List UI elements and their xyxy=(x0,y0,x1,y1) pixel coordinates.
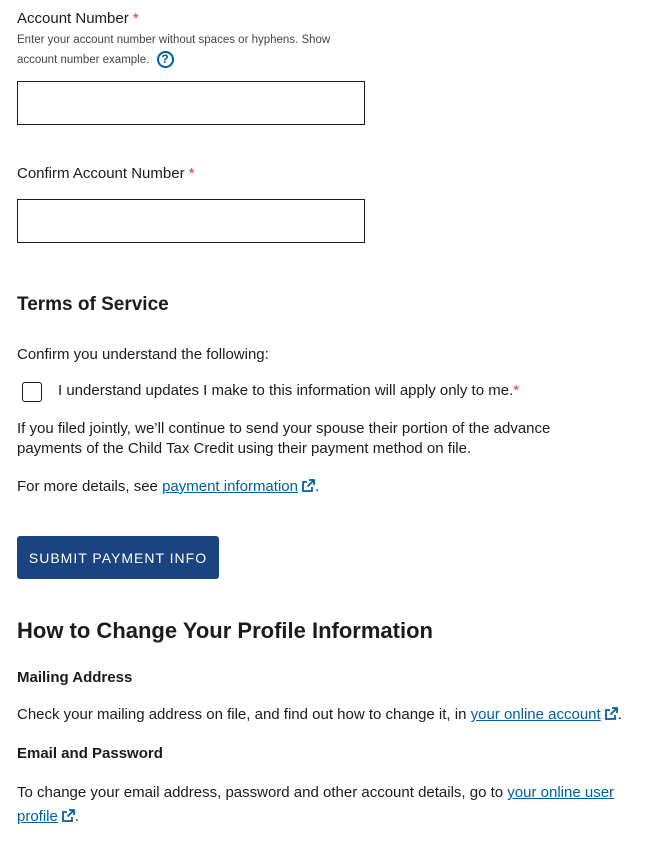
details-prefix: For more details, see xyxy=(17,478,163,495)
email-suffix: . xyxy=(74,808,80,825)
account-number-hint-line1: Enter your account number without spaces or hyphens. Show xyxy=(17,34,331,46)
mailing-address-paragraph xyxy=(17,705,622,725)
payment-information-link-text: payment information xyxy=(162,478,298,495)
email-password-heading: Email and Password xyxy=(17,745,163,762)
mailing-address-text: Check your mailing address on file, and find out how to change it, in xyxy=(17,706,471,723)
terms-heading: Terms of Service xyxy=(17,294,169,315)
online-account-link[interactable] xyxy=(471,706,618,723)
online-user-profile-link[interactable] xyxy=(17,808,75,825)
required-mark: * xyxy=(188,165,195,182)
account-number-input[interactable] xyxy=(17,81,365,125)
email-password-text: To change your email address, password and other account details, go to xyxy=(17,784,508,801)
mailing-address-heading: Mailing Address xyxy=(17,669,133,686)
terms-checkbox-label-text: I understand updates I make to this information will apply only to me. xyxy=(58,382,514,399)
online-account-link-text: your online account xyxy=(470,706,601,723)
external-link-icon xyxy=(604,707,618,721)
required-mark: * xyxy=(132,10,139,27)
profile-heading: How to Change Your Profile Information xyxy=(17,618,433,643)
terms-checkbox[interactable] xyxy=(22,382,42,402)
terms-checkbox-label[interactable] xyxy=(58,381,519,401)
account-number-hint-line2: account number example. xyxy=(17,54,150,66)
details-paragraph xyxy=(17,477,319,497)
question-circle-icon[interactable]: ? xyxy=(157,51,174,68)
payment-information-link[interactable] xyxy=(162,478,315,495)
joint-filing-line2: payments of the Child Tax Credit using their payment method on file. xyxy=(17,440,472,457)
confirm-account-number-label xyxy=(17,165,195,182)
online-user-profile-link-text: profile xyxy=(17,808,58,825)
confirm-account-number-label-text: Confirm Account Number xyxy=(17,165,185,182)
submit-payment-info-button[interactable]: SUBMIT PAYMENT INFO xyxy=(17,536,219,579)
external-link-icon xyxy=(61,809,75,823)
terms-intro: Confirm you understand the following: xyxy=(17,346,269,363)
email-password-paragraph xyxy=(17,781,637,829)
external-link-icon xyxy=(301,479,315,493)
confirm-account-number-input[interactable] xyxy=(17,199,365,243)
account-number-label-text: Account Number xyxy=(17,10,129,27)
joint-filing-note xyxy=(17,419,550,459)
account-number-label xyxy=(17,10,139,27)
required-mark: * xyxy=(513,382,520,399)
details-suffix: . xyxy=(314,478,320,495)
joint-filing-line1: If you filed jointly, we’ll continue to send your spouse their portion of the advance xyxy=(17,420,551,437)
account-number-hint xyxy=(17,30,330,70)
mailing-suffix: . xyxy=(617,706,622,723)
online-user-profile-link[interactable]: your online user xyxy=(507,784,615,801)
